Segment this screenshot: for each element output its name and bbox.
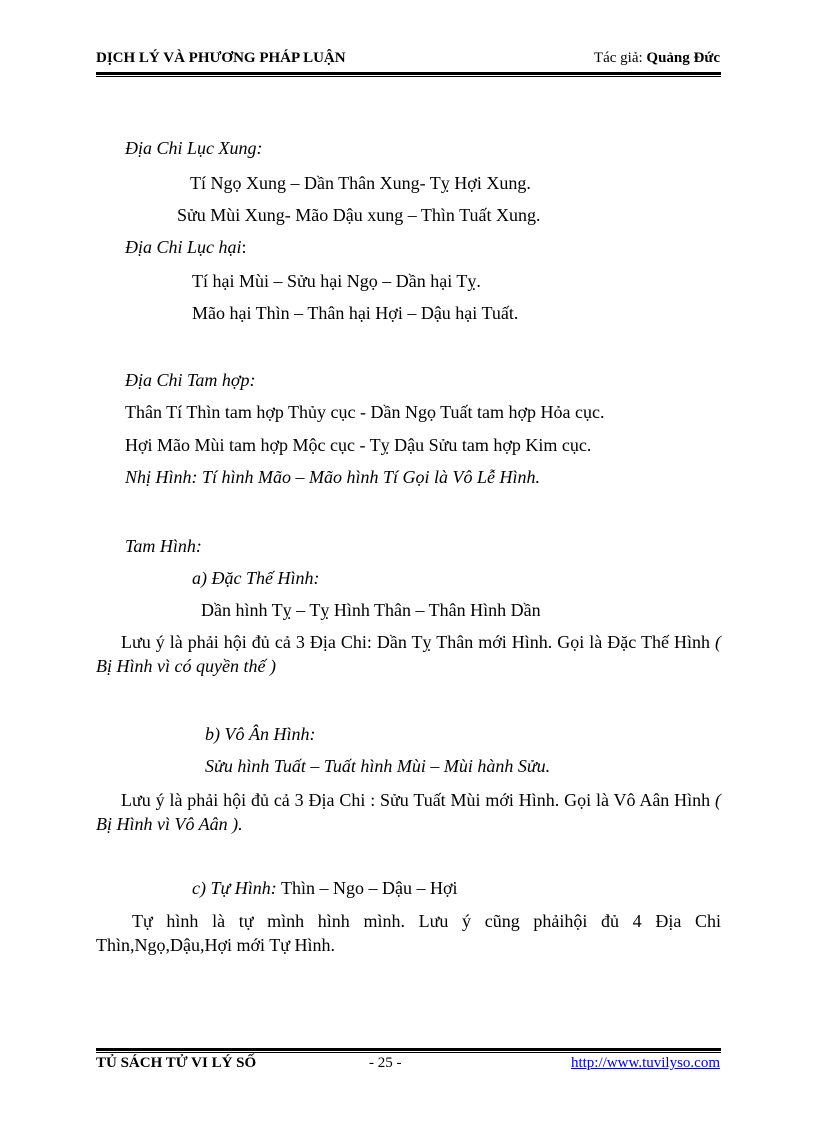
header-title: DỊCH LÝ VÀ PHƯƠNG PHÁP LUẬN: [96, 50, 346, 66]
tu-hinh-title: c) Tự Hình:: [192, 878, 277, 898]
vo-an-note-text: Lưu ý là phải hội đủ cả 3 Địa Chi : Sửu Tuất Mùi mới Hình. Gọi là Vô Aân Hình: [121, 790, 711, 810]
footer-rule-thin: [96, 1052, 721, 1053]
luc-hai-line-2: Mão hại Thìn – Thân hại Hợi – Dậu hại Tuất.: [192, 303, 519, 323]
tam-hinh-title: Tam Hình:: [125, 536, 202, 556]
tu-hinh-note-text: Tự hình là tự mình hình mình. Lưu ý cũng phảihội đủ 4 Địa Chi Thìn,Ngọ,Dậu,Hợi mới Tự Hình.: [96, 911, 721, 955]
footer-link[interactable]: http://www.tuvilyso.com: [570, 1055, 720, 1071]
vo-an-note: [96, 788, 721, 836]
luc-hai-title: Địa Chi Lục hại: [125, 237, 242, 257]
author-label: Tác giả:: [593, 50, 643, 66]
luc-hai-colon: :: [241, 237, 247, 257]
tu-hinh-value: Thìn – Ngo – Dậu – Hợi: [281, 878, 458, 898]
luc-xung-line-1: Tí Ngọ Xung – Dần Thân Xung- Tỵ Hợi Xung.: [190, 173, 531, 193]
luc-hai-heading: [125, 236, 247, 258]
dac-the-note-text: Lưu ý là phải hội đủ cả 3 Địa Chi: Dần Tỵ Thân mới Hình. Gọi là Đặc Thế Hình: [121, 632, 710, 652]
page-number: - 25 -: [369, 1055, 402, 1071]
tam-hop-title: Địa Chi Tam hợp:: [125, 370, 256, 390]
dac-the-line: Dần hình Tỵ – Tỵ Hình Thân – Thân Hình Dần: [201, 600, 541, 620]
vo-an-title: b) Vô Ân Hình:: [205, 724, 316, 744]
tam-hop-line-2: Hợi Mão Mùi tam hợp Mộc cục - Tỵ Dậu Sửu tam hợp Kim cục.: [125, 435, 592, 455]
tu-hinh-line: [192, 877, 458, 899]
vo-an-note-italic: ( Bị Hình vì Vô Aân ).: [96, 790, 722, 834]
nhi-hinh-line: Nhị Hình: Tí hình Mão – Mão hình Tí Gọi là Vô Lễ Hình.: [125, 467, 541, 487]
luc-xung-line-2: Sửu Mùi Xung- Mão Dậu xung – Thìn Tuất Xung.: [177, 205, 541, 225]
luc-hai-line-1: Tí hại Mùi – Sửu hại Ngọ – Dần hại Tỵ.: [192, 271, 481, 291]
tam-hop-line-1: Thân Tí Thìn tam hợp Thủy cục - Dần Ngọ Tuất tam hợp Hỏa cục.: [125, 402, 605, 422]
tu-hinh-note: [96, 909, 721, 957]
header-author: [594, 50, 720, 67]
luc-xung-title: Địa Chi Lục Xung:: [125, 138, 263, 158]
vo-an-line: Sửu hình Tuất – Tuất hình Mùi – Mùi hành Sửu.: [205, 756, 551, 776]
header-rule-thin: [96, 76, 721, 77]
footer-rule: [96, 1048, 721, 1051]
footer-left-text: TỦ SÁCH TỬ VI LÝ SỐ: [96, 1055, 257, 1071]
dac-the-note-italic: ( Bị Hình vì có quyền thế ): [96, 632, 721, 676]
dac-the-note: [96, 630, 721, 678]
dac-the-title: a) Đặc Thế Hình:: [192, 568, 320, 588]
author-name: Quảng Đức: [646, 50, 720, 66]
header-rule: [96, 72, 721, 75]
